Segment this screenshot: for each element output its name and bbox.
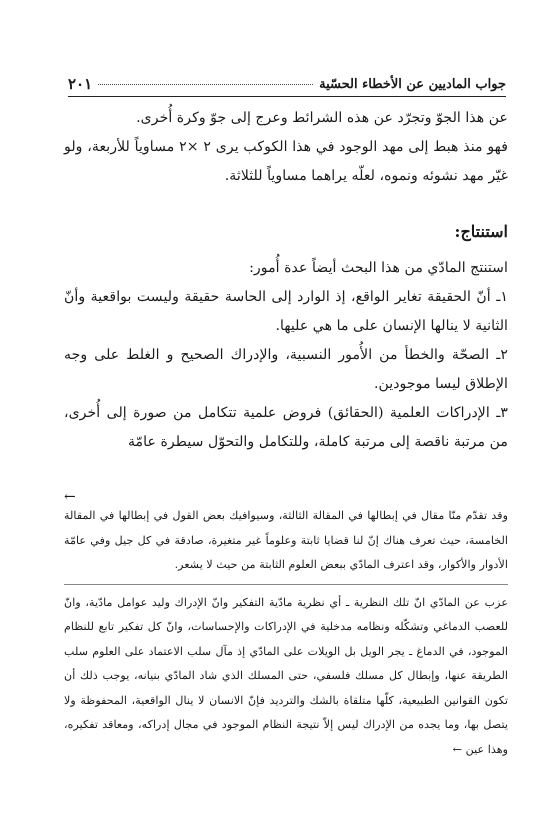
footnote: وقد تقدّم منّا مقال في إبطالها في المقالة الثالثة، وسيوافيك بعض القول في إبطالها في المقالة الخامسة، حيث تعرف هناك إنّ لنا قضايا ثابتة وعلوماً غير متغيرة، صادقة في كل جيل وفي عامّة الأدوار والأكوار، وقد اعترف المادّي ببعض العلوم الثابتة من حيث لا يشعر. (64, 509, 508, 571)
chapter-title: جواب الماديين عن الأخطاء الحسّية (319, 76, 506, 92)
footnote-separator (64, 584, 508, 585)
main-text (64, 104, 508, 457)
running-header (68, 72, 506, 97)
list-item: ١ـ أنّ الحقيقة تغاير الواقع، إذ الوارد إلى الحاسة حقيقة وليست بواقعية وأنّ الثانية لا ينالها الإنسان على ما هي عليها. (64, 289, 508, 334)
footnote: عزب عن المادّي انّ تلك النظرية ـ أي نظرية مادّية التفكير وانّ الإدراك وليد عوامل مادّية، وانّ للعصب الدماغي وتشكّله ونظامه مدخلية في الإدراكات والإحساسات، وانّ كل تفكير تابع للنظام الموجود، في الدماغ ـ يجر الويل بل الويلات على المادّي إذ مآل سلب الاعتماد على العلوم سلب الطريقة عنها، وإبطال كل مسلك فلسفي، حتى المسلك الذي شاد المادّي بنيانه، يوجب ذلك أن تكون القوانين الطبيعية، كلّها متلقاة بالشك والترديد فإنّ الانسان لا ينال الواقعية، المحفوظة ولا يتصل بها، وما يجده من الإدراك ليس إلاّ نتيجة النظام الموجود في مجال إدراكه، ومعاقد تفكيره، وهذا عين ← (64, 595, 508, 756)
list-item: ٣ـ الإدراكات العلمية (الحقائق) فروض علمية تتكامل من صورة إلى أُخرى، من مرتبة ناقصة إلى مرتبة كاملة، وللتكامل والتحوّل سيطرة عامّة (64, 405, 508, 450)
leader-dots (98, 84, 313, 85)
paragraph: فهو منذ هبط إلى مهد الوجود في هذا الكوكب يرى ٢ ×٢ مساوياً للأربعة، ولو غيّر مهد نشوئه ونموه، لعلّه يراهما مساوياً للثلاثة. (64, 139, 508, 184)
paragraph: عن هذا الجوّ وتجرّد عن هذه الشرائط وعرج إلى جوّ وكرة أُخرى. (136, 110, 508, 126)
continuation-arrow-icon: ← (64, 489, 76, 505)
section-heading: استنتاج: (454, 222, 508, 241)
paragraph: استنتج المادّي من هذا البحث أيضاً عدة أُمور: (249, 260, 508, 276)
footnotes (64, 490, 508, 762)
page-number: ٢٠١ (68, 75, 93, 93)
list-item: ٢ـ الصحّة والخطأ من الأُمور النسبية، والإدراك الصحيح و الغلط على وجه الإطلاق ليسا موجودين. (64, 347, 508, 392)
